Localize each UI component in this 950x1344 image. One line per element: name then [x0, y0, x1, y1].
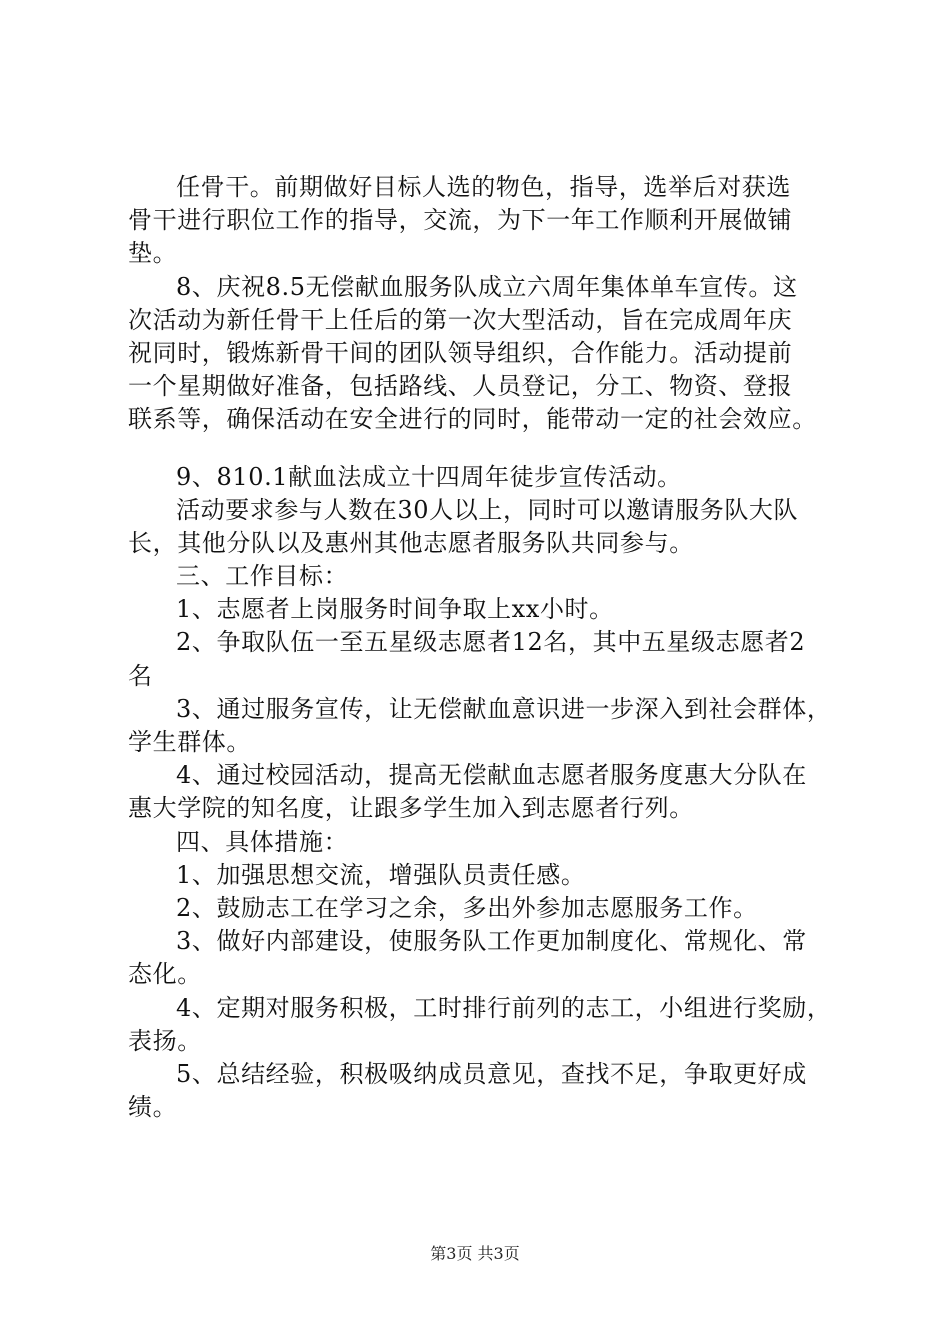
- page-number: 第3页 共3页: [430, 1244, 520, 1263]
- text-line: 学生群体。: [128, 728, 251, 756]
- text-line: 8、庆祝8.5无偿献血服务队成立六周年集体单车宣传。这: [176, 272, 798, 301]
- text-line: 次活动为新任骨干上任后的第一次大型活动，旨在完成周年庆: [128, 305, 793, 334]
- text-line: 态化。: [128, 960, 202, 989]
- text-line: 1、加强思想交流，增强队员责任感。: [176, 860, 586, 889]
- paragraph-gap: [128, 437, 833, 461]
- text-line: 3、通过服务宣传，让无偿献血意识进一步深入到社会群体，: [176, 694, 832, 723]
- text-line: 骨干进行职位工作的指导，交流，为下一年工作顺利开展做铺: [128, 206, 793, 235]
- text-line: 4、定期对服务积极，工时排行前列的志工，小组进行奖励，: [176, 993, 832, 1022]
- text-line: 表扬。: [128, 1026, 202, 1055]
- text-line: 1、志愿者上岗服务时间争取上xx小时。: [176, 595, 614, 624]
- text-line: 2、鼓励志工在学习之余，多出外参加志愿服务工作。: [176, 893, 758, 922]
- text-line: 绩。: [128, 1093, 178, 1122]
- text-line: 5、总结经验，积极吸纳成员意见，查找不足，争取更好成: [176, 1059, 807, 1088]
- text-line: 长，其他分队以及惠州其他志愿者服务队共同参与。: [128, 528, 694, 557]
- document-body: [128, 171, 833, 1124]
- text-line: 联系等，确保活动在安全进行的同时，能带动一定的社会效应。: [128, 405, 817, 434]
- text-line: 惠大学院的知名度，让跟多学生加入到志愿者行列。: [128, 794, 694, 823]
- text-line: 9、810.1献血法成立十四周年徒步宣传活动。: [176, 462, 682, 491]
- text-line: 4、通过校园活动，提高无偿献血志愿者服务度惠大分队在: [176, 761, 807, 790]
- text-line: 名: [128, 661, 153, 690]
- text-line: 一个星期做好准备，包括路线、人员登记，分工、物资、登报: [128, 372, 793, 401]
- section-heading: 四、具体措施：: [176, 827, 349, 856]
- text-line: 任骨干。前期做好目标人选的物色，指导，选举后对获选: [176, 173, 791, 201]
- text-line: 垫。: [128, 239, 178, 268]
- text-line: 2、争取队伍一至五星级志愿者12名，其中五星级志愿者2: [176, 628, 806, 657]
- text-line: 活动要求参与人数在30人以上，同时可以邀请服务队大队: [176, 495, 799, 524]
- section-heading: 三、工作目标：: [176, 562, 349, 591]
- text-line: 祝同时，锻炼新骨干间的团队领导组织，合作能力。活动提前: [128, 338, 793, 367]
- text-line: 3、做好内部建设，使服务队工作更加制度化、常规化、常: [176, 927, 807, 956]
